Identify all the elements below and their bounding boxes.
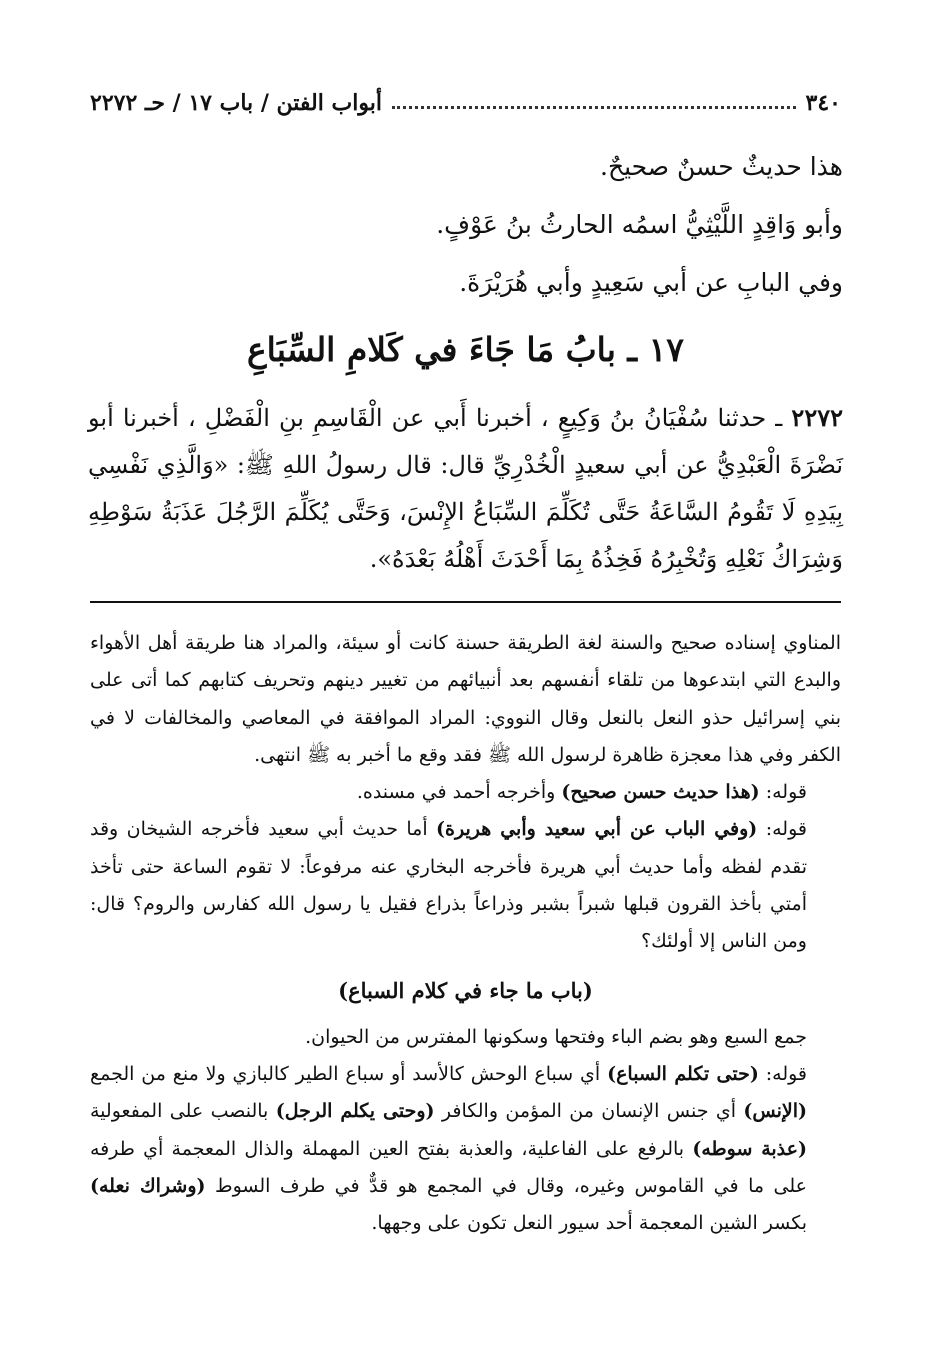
commentary-quote: (حتى تكلم السباع) <box>607 1062 759 1085</box>
commentary-text: بكسر الشين المعجمة أحد سيور النعل تكون على وجهها. <box>371 1212 807 1235</box>
commentary-section-title: (باب ما جاء في كلام السباع) <box>338 977 593 1003</box>
commentary-text: أما حديث أبي سعيد فأخرجه الشيخان وقد تقدم لفظه وأما حديث أبي هريرة فأخرجه البخاري عنه مرفوعاً: لا تقوم الساعة حتى تأخذ أمتي بأخذ القرون قبلها شبراً بشبر وذراعاً بذراع فقيل يا رسول الله كفارس والروم؟ قال: ومن الناس إلا أولئك؟ <box>90 818 807 953</box>
commentary-quote: (وحتى يكلم الرجل) <box>275 1100 435 1123</box>
running-header <box>90 80 841 116</box>
commentary <box>90 625 841 1242</box>
commentary-text: بالرفع على الفاعلية، والعذبة بفتح العين المهملة والذال المعجمة أي طرفه على ما في القاموس وغيره، وقال في المجمع هو قدٌّ في طرف السوط <box>90 1137 808 1197</box>
commentary-quote: (الإنس) <box>743 1100 808 1123</box>
main-text <box>88 138 843 583</box>
narrator-note-line: وأبو وَاقِدٍ اللَّيْثِيُّ اسمُه الحارثُ بنُ عَوْفٍ. <box>436 210 843 239</box>
commentary-paragraph <box>90 774 841 811</box>
commentary-paragraph <box>90 1056 841 1242</box>
commentary-quote: (وشراك نعله) <box>90 1174 206 1197</box>
commentary-text: بالنصب على المفعولية <box>90 1100 269 1123</box>
commentary-paragraph: جمع السبع وهو بضم الباء وفتحها وسكونها المفترس من الحيوان. <box>305 1025 807 1048</box>
hadith-text: ـ حدثنا سُفْيَانُ بنُ وَكِيعٍ ، أخبرنا أَبي عن الْقَاسِمِ بنِ الْفَضْلِ ، أخبرنا أبو نَضْرَةَ الْعَبْدِيُّ عن أبي سعيدٍ الْخُدْرِيِّ قال: قال رسولُ اللهِ ﷺ: «وَالَّذِي نَفْسِي بِيَدِهِ لَا تَقُومُ السَّاعَةُ حَتَّى تُكَلِّمَ السِّبَاعُ الإِنْسَ، وَحَتَّى يُكَلِّمَ الرَّجُلَ عَذَبَةُ سَوْطِهِ وَشِرَاكُ نَعْلِهِ وَتُخْبِرُهُ فَخِذُهُ بِمَا أَحْدَثَ أَهْلُهُ بَعْدَهُ». <box>88 404 843 573</box>
header-dotted-leader <box>392 106 796 109</box>
commentary-quote: (وفي الباب عن أبي سعيد وأبي هريرة) <box>436 818 758 841</box>
commentary-paragraph: المناوي إسناده صحيح والسنة لغة الطريقة حسنة كانت أو سيئة، والمراد هنا طريقة أهل الأهواء والبدع التي ابتدعوها من تلقاء أنفسهم بعد أنبيائهم من تغيير دينهم وتحريف كتابهم كما أتى على بني إسرائيل حذو النعل بالنعل وقال النووي: المراد الموافقة في المعاصي والمخالفات لا في الكفر وفي هذا معجزة ظاهرة لرسول الله ﷺ فقد وقع ما أخبر به ﷺ انتهى. <box>90 632 841 766</box>
chapter-reference-line: وفي البابِ عن أبي سَعِيدٍ وأبي هُرَيْرَةَ. <box>459 268 843 297</box>
chapter-title: ١٧ ـ بابُ مَا جَاءَ في كَلامِ السِّبَاعِ <box>246 330 685 369</box>
hadith-paragraph <box>88 394 843 583</box>
commentary-text: وأخرجه أحمد في مسنده. <box>356 781 556 804</box>
commentary-lead: قوله: <box>765 1062 808 1085</box>
commentary-text: أي سباع الوحش كالأسد أو سباع الطير كالبازي ولا منع من الجمع <box>90 1062 601 1085</box>
hadith-number: ٢٢٧٢ <box>791 403 843 432</box>
commentary-lead: قوله: <box>765 781 807 804</box>
commentary-quote: (هذا حديث حسن صحيح) <box>561 781 760 804</box>
commentary-quote: (عذبة سوطه) <box>692 1137 807 1160</box>
commentary-text: أي جنس الإنسان من المؤمن والكافر <box>441 1100 737 1123</box>
page-number: ٣٤٠ <box>805 90 841 116</box>
footnote-divider <box>90 601 841 603</box>
commentary-lead: قوله: <box>765 818 807 841</box>
grading-line: هذا حديثٌ حسنٌ صحيحٌ. <box>600 152 843 181</box>
commentary-paragraph <box>90 811 841 960</box>
running-title: أبواب الفتن / باب ١٧ / حـ ٢٢٧٢ <box>90 90 382 116</box>
